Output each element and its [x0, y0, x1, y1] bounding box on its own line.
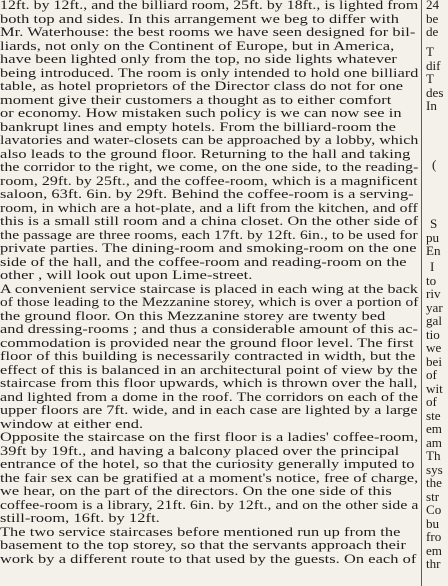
- article-line: The two service staircases before mentioned run up from the: [0, 523, 401, 539]
- adjacent-column-fragment: gal: [426, 313, 442, 328]
- article-line: effect of this is balanced in an architectural point of view by the: [0, 361, 418, 377]
- adjacent-column-fragment: pu: [426, 229, 440, 245]
- article-line: or economy. How mistaken such policy is we can now see in: [0, 105, 402, 120]
- article-line: window at either end.: [0, 415, 144, 431]
- adjacent-column-fragment: of: [426, 367, 437, 382]
- adjacent-column-fragment: tio: [426, 326, 440, 342]
- article-line: 12ft. by 12ft., and the billiard room, 25ft. by 18ft., is lighted from: [0, 0, 419, 12]
- adjacent-column-fragment: T: [426, 44, 434, 59]
- article-line: we hear, on the part of the directors. On the one side of this: [0, 483, 392, 498]
- article-line: and lighted from a dome in the roof. The corridors on each of the: [0, 388, 419, 404]
- article-line: private parties. The dining-room and smoking-room on the one: [0, 240, 417, 255]
- article-line: room, in which are a hot-plate, and a lift from the kitchen, and off: [0, 199, 418, 215]
- adjacent-column-fragment: 24: [426, 0, 440, 12]
- article-line: the corridor to the right, we come, on the one side, to the reading-: [0, 159, 419, 174]
- article-line: still-room, 16ft. by 12ft.: [0, 510, 160, 525]
- article-line: other , will look out upon Lime-street.: [0, 267, 253, 282]
- article-line: entrance of the hotel, so that the curiosity generally imputed to: [0, 456, 415, 471]
- article-line: saloon, 63ft. 6in. by 29ft. Behind the coffee-room is a serving-: [0, 186, 414, 201]
- adjacent-column-fragment: thr: [426, 556, 441, 571]
- article-line: Opposite the staircase on the first floor is a ladies' coffee-room,: [0, 429, 419, 444]
- adjacent-column-fragment: of: [426, 394, 437, 409]
- article-line: the passage are three rooms, each 17ft. by 12ft. 6in., to be used for: [0, 226, 418, 242]
- article-line: of those leading to the Mezzanine storey, which is over a portion of: [0, 294, 419, 309]
- article-line: the fair sex can be gratified at a moment's notice, free of charge,: [0, 469, 419, 485]
- adjacent-column-fragment: riv: [426, 286, 441, 301]
- adjacent-column-fragment: fro: [426, 529, 442, 544]
- adjacent-column-fragment: wit: [426, 380, 443, 396]
- adjacent-column-fragment: T: [426, 71, 434, 86]
- adjacent-column-fragment: S: [430, 216, 438, 231]
- adjacent-column-fragment: sys: [426, 461, 443, 477]
- adjacent-column-fragment: des: [426, 84, 444, 100]
- adjacent-column-fragment: yar: [426, 299, 443, 315]
- article-line: liards, not only on the Continent of Europe, but in America,: [0, 37, 395, 53]
- adjacent-column-fragment: de: [426, 24, 439, 39]
- adjacent-column-fragment: to: [426, 272, 437, 288]
- adjacent-column-fragment: Co: [426, 502, 442, 517]
- adjacent-column-fragment: we: [426, 340, 442, 355]
- article-line: commodation is provided near the ground floor level. The first: [0, 334, 414, 350]
- article-line: lavatories and water-closets can be approached by a lobby, which: [0, 132, 419, 147]
- adjacent-column-fragment: be: [426, 10, 439, 26]
- article-line: and dressing-rooms ; and thus a considerable amount of this ac-: [0, 321, 418, 336]
- article-line: A convenient service staircase is placed in each wing at the back: [0, 280, 419, 296]
- article-line: upper floors are 7ft. wide, and in each case are lighted by a large: [0, 402, 418, 417]
- adjacent-column-fragment: em: [426, 542, 442, 558]
- adjacent-column-fragment: In: [426, 98, 437, 113]
- article-line: the ground floor. On this Mezzanine storey are twenty bed: [0, 307, 386, 323]
- adjacent-column-fragment: Th: [426, 448, 441, 463]
- article-line: table, as hotel proprietors of the Director class do not for one: [0, 78, 404, 93]
- article-line: Mr. Waterhouse: the best rooms we have seen designed for bil-: [0, 24, 416, 39]
- article-line: this is a small still room and a china closet. On the other side of: [0, 213, 419, 228]
- article-line: room, 29ft. by 25ft., and the coffee-room, which is a magnificent: [0, 172, 418, 188]
- adjacent-column-clipped: [426, 0, 448, 586]
- adjacent-column-fragment: dif: [426, 57, 441, 73]
- adjacent-column-fragment: I: [430, 259, 435, 274]
- article-line: side of the hall, and the coffee-room and reading-room on the: [0, 253, 407, 269]
- article-line: moment give their customers a thought as to either comfort: [0, 91, 392, 107]
- article-line: being introduced. The room is only intended to hold one billiard: [0, 64, 419, 80]
- adjacent-column-fragment: bu: [426, 515, 440, 531]
- article-line: also leads to the ground floor. Returning to the hall and taking: [0, 145, 411, 161]
- article-line: have been lighted only from the top, no side lights whatever: [0, 51, 397, 66]
- article-line: bankrupt lines and empty hotels. From the billiard-room the: [0, 118, 396, 134]
- adjacent-column-fragment: the: [426, 475, 442, 490]
- adjacent-column-fragment: str: [426, 488, 440, 504]
- article-line: floor of this building is necessarily contracted in width, but the: [0, 348, 416, 363]
- adjacent-column-fragment: En: [426, 243, 441, 258]
- column-rule: [421, 0, 422, 586]
- adjacent-column-fragment: em: [426, 421, 442, 436]
- article-line: coffee-room is a library, 21ft. 6in. by 12ft., and on the other side a: [0, 496, 419, 512]
- article-line: staircase from this floor upwards, which is thrown over the hall,: [0, 375, 418, 390]
- adjacent-column-fragment: ste: [426, 407, 441, 423]
- article-line: basement to the top storey, so that the servants approach their: [0, 537, 407, 552]
- adjacent-column-fragment: bei: [426, 353, 442, 369]
- adjacent-column-fragment: (: [432, 157, 437, 172]
- adjacent-column-fragment: am: [426, 434, 442, 450]
- article-line: work by a different route to that used by the guests. On each of: [0, 550, 417, 566]
- article-line: both top and sides. In this arrangement we beg to differ with: [0, 10, 399, 26]
- article-line: 39ft by 19ft., and having a balcony placed over the principal: [0, 442, 400, 458]
